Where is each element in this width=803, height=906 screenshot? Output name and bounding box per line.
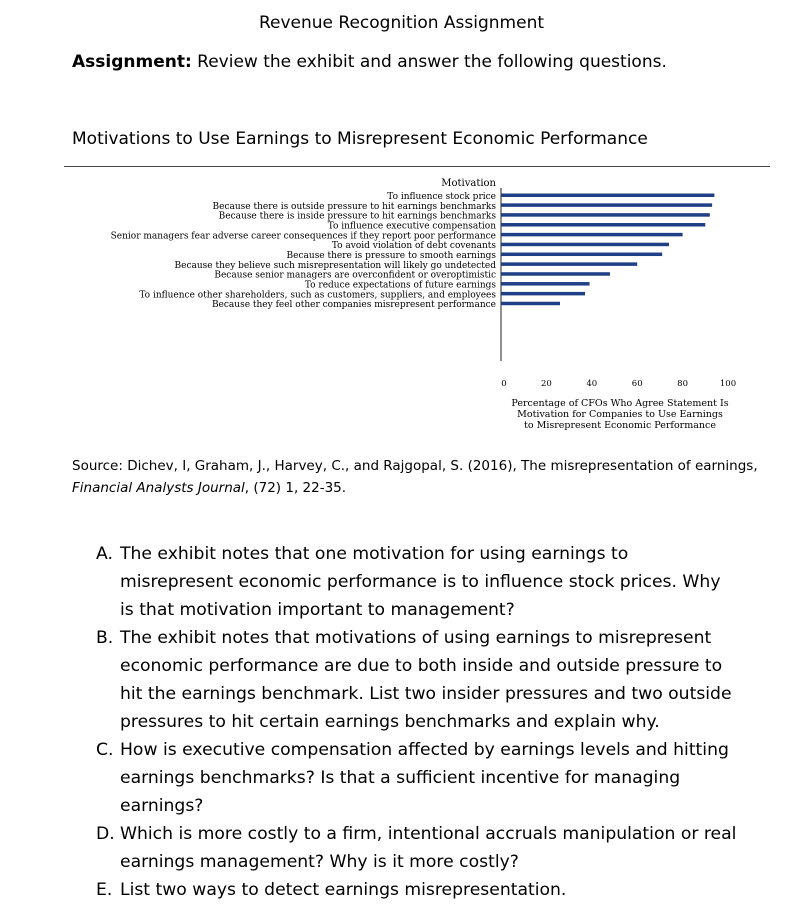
x-axis-caption-line: Motivation for Companies to Use Earnings [517,409,723,420]
question-item [96,624,786,736]
question-line: is that motivation important to management? [120,600,515,620]
source-journal: Financial Analysts Journal [72,480,245,496]
question-item [96,736,786,820]
question-line: The exhibit notes that one motivation for using earnings to [120,544,629,564]
bar [501,262,637,266]
question-line: How is executive compensation affected by earnings levels and hitting [120,740,729,760]
question-line: earnings management? Why is it more costly? [120,852,519,872]
question-item [96,876,786,904]
question-line: earnings benchmarks? Is that a sufficient incentive for managing [120,768,681,788]
bar [501,243,669,247]
bar [501,253,662,257]
category-label: To influence executive compensation [327,221,496,232]
x-tick-label: 40 [586,379,598,389]
category-label: Senior managers fear adverse career consequences if they report poor performance [110,231,496,242]
question-line: Which is more costly to a firm, intentional accruals manipulation or real [120,824,737,844]
assignment-label: Assignment: [72,52,192,72]
bar [501,302,560,306]
question-line: misrepresent economic performance is to influence stock prices. Why [120,572,721,592]
question-item [96,820,786,876]
bar [501,213,710,217]
source-line-1: Source: Dichev, I, Graham, J., Harvey, C., and Rajgopal, S. (2016), The misrepresentation of earnings, [72,458,758,474]
question-line: The exhibit notes that motivations of using earnings to misrepresent [120,628,712,648]
assignment-text: Review the exhibit and answer the following questions. [197,52,667,72]
source-line-2 [72,477,758,499]
question-marker: D. [96,824,115,844]
category-label: To avoid violation of debt covenants [331,241,496,252]
x-axis-caption-line: to Misrepresent Economic Performance [524,420,716,431]
category-label: Because senior managers are overconfident or overoptimistic [214,270,496,281]
question-item [96,540,786,624]
question-line: economic performance are due to both inside and outside pressure to [120,656,723,676]
exhibit-title: Motivations to Use Earnings to Misrepresent Economic Performance [72,129,648,149]
x-tick-label: 60 [631,379,643,389]
assignment-instruction [72,51,667,73]
bar [501,282,590,286]
question-marker: A. [96,544,113,564]
x-tick-label: 100 [719,379,737,389]
bar [501,233,683,237]
category-label: Because they feel other companies misrepresent performance [211,300,496,311]
x-tick-label: 80 [677,379,689,389]
question-line: earnings? [120,796,204,816]
question-marker: B. [96,628,114,648]
question-line: pressures to hit certain earnings benchmarks and explain why. [120,712,660,732]
bar [501,272,610,276]
x-tick-label: 20 [540,379,552,389]
question-marker: C. [96,740,114,760]
category-label: Because they believe such misrepresentation will likely go undetected [174,260,496,271]
category-label: Because there is outside pressure to hit earnings benchmarks [212,201,496,212]
category-label: To influence other shareholders, such as customers, suppliers, and employees [139,290,496,301]
question-list [96,540,786,904]
source-volume: , (72) 1, 22-35. [244,480,347,496]
chart-plot-layer [111,178,736,431]
category-label: Because there is inside pressure to hit earnings benchmarks [218,211,496,222]
chart-header: Motivation [441,178,496,189]
page-title: Revenue Recognition Assignment [258,13,545,33]
question-line: List two ways to detect earnings misrepresentation. [120,880,567,900]
source-citation [72,455,758,499]
bar [501,223,705,227]
x-tick-label: 0 [501,379,507,389]
exhibit-divider [64,166,770,167]
category-label: To reduce expectations of future earnings [304,280,496,291]
question-line: hit the earnings benchmark. List two insider pressures and two outside [120,684,732,704]
category-label: Because there is pressure to smooth earnings [286,251,496,262]
category-label: To influence stock price [387,192,496,202]
motivations-bar-chart [0,170,803,445]
x-axis-caption-line: Percentage of CFOs Who Agree Statement Is [511,398,729,409]
bar [501,292,585,296]
bar [501,194,714,198]
question-marker: E. [96,880,113,900]
bar [501,203,712,207]
